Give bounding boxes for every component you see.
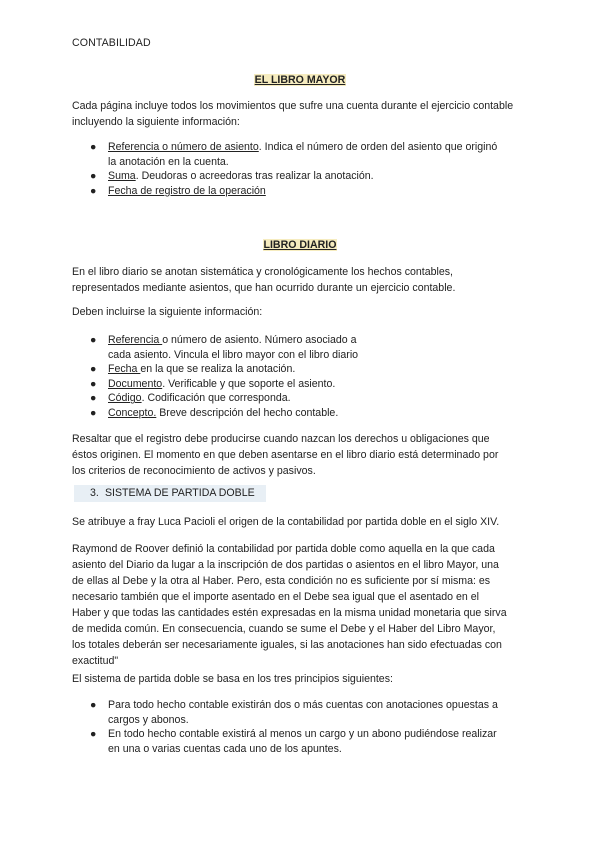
libro-diario-must-include: Deben incluirse la siguiente información: xyxy=(72,306,263,318)
quote-line: de medida común. En consecuencia, cuando se sume el Debe y el Haber del Libro Mayor, xyxy=(72,623,496,635)
intro-line-1: En el libro diario se anotan sistemática y cronológicamente los hechos contables, xyxy=(72,266,453,278)
principles-list xyxy=(90,698,530,756)
item-text: en la que se realiza la anotación. xyxy=(140,363,296,376)
quote-line: asiento del Diario da lugar a la inscripción de dos partidas o asientos en el libro Mayor, una xyxy=(72,559,499,571)
item-text-continued: la anotación en la cuenta. xyxy=(108,155,229,168)
bullet-icon: ● xyxy=(90,728,97,741)
item-term: Suma xyxy=(108,170,136,183)
libro-diario-note xyxy=(72,431,532,479)
item-term: Referencia xyxy=(108,334,163,346)
page-header: CONTABILIDAD xyxy=(72,37,151,49)
principle-line-1: Para todo hecho contable existirán dos o más cuentas con anotaciones opuestas a xyxy=(108,699,498,711)
quote-line: Haber y que todas las cantidades estén expresadas en la misma unidad monetaria que sirva xyxy=(72,607,507,619)
list-item xyxy=(90,377,530,392)
bullet-icon: ● xyxy=(90,184,97,197)
libro-mayor-list xyxy=(90,140,530,198)
libro-mayor-title-text: EL LIBRO MAYOR xyxy=(254,74,346,86)
principles-intro: El sistema de partida doble se basa en los tres principios siguientes: xyxy=(72,673,393,685)
libro-mayor-intro: Cada página incluye todos los movimientos que sufre una cuenta durante el ejercicio contable incluyendo la siguiente información: xyxy=(72,100,514,128)
list-item xyxy=(90,184,530,199)
item-text: . Verificable y que soporte el asiento. xyxy=(162,377,336,390)
note-line-1: Resaltar que el registro debe producirse cuando nazcan los derechos u obligaciones que xyxy=(72,433,490,445)
note-line-3: los criterios de reconocimiento de activos y pasivos. xyxy=(72,465,316,477)
item-text: o número de asiento. Número asociado a xyxy=(162,334,357,346)
libro-diario-intro xyxy=(72,264,532,296)
principle-line-2: en una o varias cuentas cada uno de los apuntes. xyxy=(108,742,342,755)
section-title: SISTEMA DE PARTIDA DOBLE xyxy=(104,487,255,499)
roover-quote xyxy=(72,541,532,669)
bullet-icon: ● xyxy=(90,377,97,390)
quote-line: los totales deberán ser necesariamente iguales, si las anotaciones han sido efectuadas con xyxy=(72,639,502,651)
principle-line-1: En todo hecho contable existirá al menos un cargo y un abono pudiéndose realizar xyxy=(108,728,497,741)
item-text: Breve descripción del hecho contable. xyxy=(156,406,339,419)
bullet-icon: ● xyxy=(90,334,97,346)
list-item xyxy=(90,406,530,421)
list-item xyxy=(90,333,530,362)
item-term: Documento xyxy=(108,377,163,390)
bullet-icon: ● xyxy=(90,141,97,153)
bullet-icon: ● xyxy=(90,406,97,419)
bullet-icon: ● xyxy=(90,392,97,405)
list-item xyxy=(90,169,530,184)
bullet-icon: ● xyxy=(90,170,97,183)
item-text: . Indica el número de orden del asiento que originó xyxy=(258,141,498,153)
libro-mayor-title xyxy=(0,74,600,86)
item-term: Código xyxy=(108,392,142,405)
list-item xyxy=(90,727,530,756)
libro-diario-title xyxy=(0,239,600,251)
bullet-icon: ● xyxy=(90,363,97,376)
item-term: Referencia o número de asiento xyxy=(108,141,259,153)
section-number: 3. xyxy=(90,487,99,499)
quote-line: necesario también que el importe asentado en el Debe sea igual que el asentado en el xyxy=(72,591,479,603)
item-text: . Deudoras o acreedoras tras realizar la anotación. xyxy=(135,170,374,183)
item-text: . Codificación que corresponda. xyxy=(141,392,291,405)
list-item xyxy=(90,391,530,406)
list-item xyxy=(90,362,530,377)
note-line-2: éstos originen. El momento en que deben asentarse en el libro diario está determinado por xyxy=(72,449,499,461)
intro-line-2: representados mediante asientos, que han ocurrido durante un ejercicio contable. xyxy=(72,282,456,294)
quote-line: de ellas al Debe y la otra al Haber. Pero, esta condición no es suficiente por sí misma: es xyxy=(72,575,491,587)
libro-diario-title-text: LIBRO DIARIO xyxy=(263,239,337,251)
partida-doble-origin: Se atribuye a fray Luca Pacioli el origen de la contabilidad por partida doble en el siglo XIV. xyxy=(72,516,500,528)
list-item xyxy=(90,140,530,169)
bullet-icon: ● xyxy=(90,699,97,711)
item-term: Fecha xyxy=(108,363,141,376)
quote-line: Raymond de Roover definió la contabilidad por partida doble como aquella en la que cada xyxy=(72,543,495,555)
quote-line: exactitud" xyxy=(72,655,119,667)
partida-doble-heading xyxy=(74,485,266,502)
item-text-continued: cada asiento. Vincula el libro mayor con el libro diario xyxy=(108,348,359,361)
libro-diario-list xyxy=(90,333,530,421)
item-term: Concepto. xyxy=(108,406,157,419)
item-term: Fecha de registro de la operación xyxy=(108,184,266,197)
list-item xyxy=(90,698,530,727)
principle-line-2: cargos y abonos. xyxy=(108,713,189,726)
